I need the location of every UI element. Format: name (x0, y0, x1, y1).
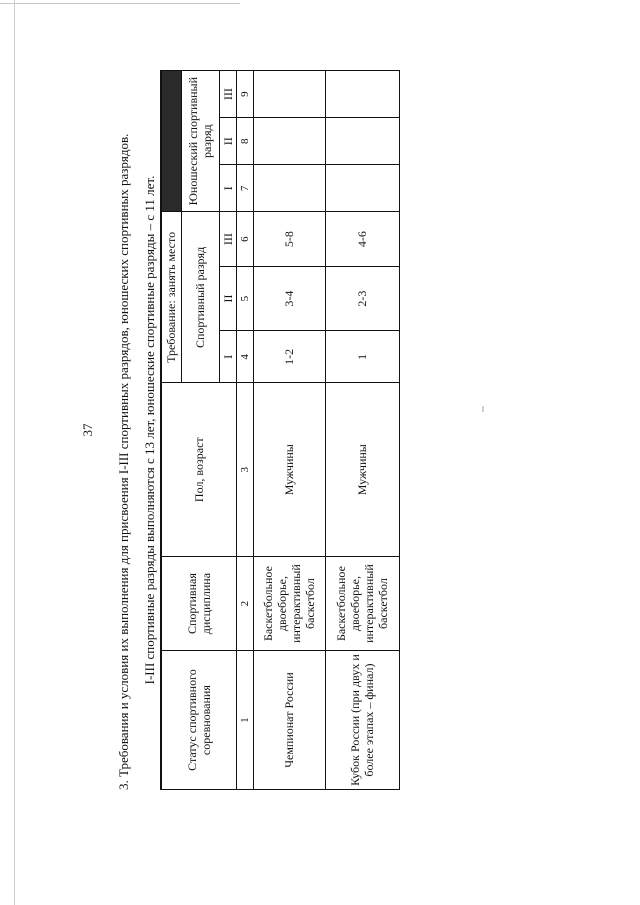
row-discipline: Баскетбольное двоеборье, интерактивный баскетбол (325, 556, 399, 650)
row-youth-rank-I (253, 165, 325, 212)
row-youth-rank-III (253, 71, 325, 118)
header-sport-rank-II: II (219, 266, 236, 330)
scan-speck (482, 406, 484, 412)
header-sport-rank-III: III (219, 212, 236, 267)
section-heading: 3. Требования и условия их выполнения для присвоения I-III спортивных разрядов, юношеских спортивных разрядов. (116, 133, 131, 790)
header-sport-rank: Спортивный разряд (181, 212, 219, 383)
row-youth-rank-I (325, 165, 399, 212)
row-sport-rank-I: 1-2 (253, 331, 325, 383)
header-youth-rank-I: I (219, 165, 236, 212)
table-row (325, 71, 399, 790)
scan-edge-top (0, 3, 240, 4)
scan-edge-left (14, 0, 15, 905)
table-row (253, 71, 325, 790)
row-sport-rank-III: 4-6 (325, 212, 399, 267)
row-youth-rank-III (325, 71, 399, 118)
row-sport-rank-II: 2-3 (325, 266, 399, 330)
column-number: 7 (236, 165, 253, 212)
column-number: 9 (236, 71, 253, 118)
requirements-table (160, 70, 400, 790)
row-youth-rank-II (325, 118, 399, 165)
row-sport-rank-III: 5-8 (253, 212, 325, 267)
header-youth-rank: Юношеский спортивный разряд (181, 71, 219, 212)
column-number: 1 (236, 651, 253, 790)
row-status: Чемпионат России (253, 651, 325, 790)
row-sport-rank-I: 1 (325, 331, 399, 383)
column-number: 2 (236, 556, 253, 650)
header-youth-rank-III: III (219, 71, 236, 118)
section-subheading: I-III спортивные разряды выполняются с 13 лет, юношеские спортивные разряды – с 11 лет. (142, 175, 157, 685)
row-sport-rank-II: 3-4 (253, 266, 325, 330)
column-number: 8 (236, 118, 253, 165)
header-youth-rank-II: II (219, 118, 236, 165)
column-number: 5 (236, 266, 253, 330)
page-number: 37 (80, 423, 95, 437)
column-number: 4 (236, 331, 253, 383)
header-discipline: Спортивная дисциплина (161, 556, 236, 650)
row-discipline: Баскетбольное двоеборье, интерактивный баскетбол (253, 556, 325, 650)
row-youth-rank-II (253, 118, 325, 165)
header-dark-area (161, 71, 181, 212)
header-sport-rank-I: I (219, 331, 236, 383)
header-sex-age: Пол, возраст (161, 383, 236, 557)
row-sex-age: Мужчины (253, 383, 325, 557)
row-sex-age: Мужчины (325, 383, 399, 557)
row-status: Кубок России (при двух и более этапах – финал) (325, 651, 399, 790)
header-status: Статус спортивного соревнования (161, 651, 236, 790)
column-number: 6 (236, 212, 253, 267)
rotated-content (80, 70, 390, 790)
header-requirement: Требование: занять место (161, 212, 181, 383)
column-number: 3 (236, 383, 253, 557)
